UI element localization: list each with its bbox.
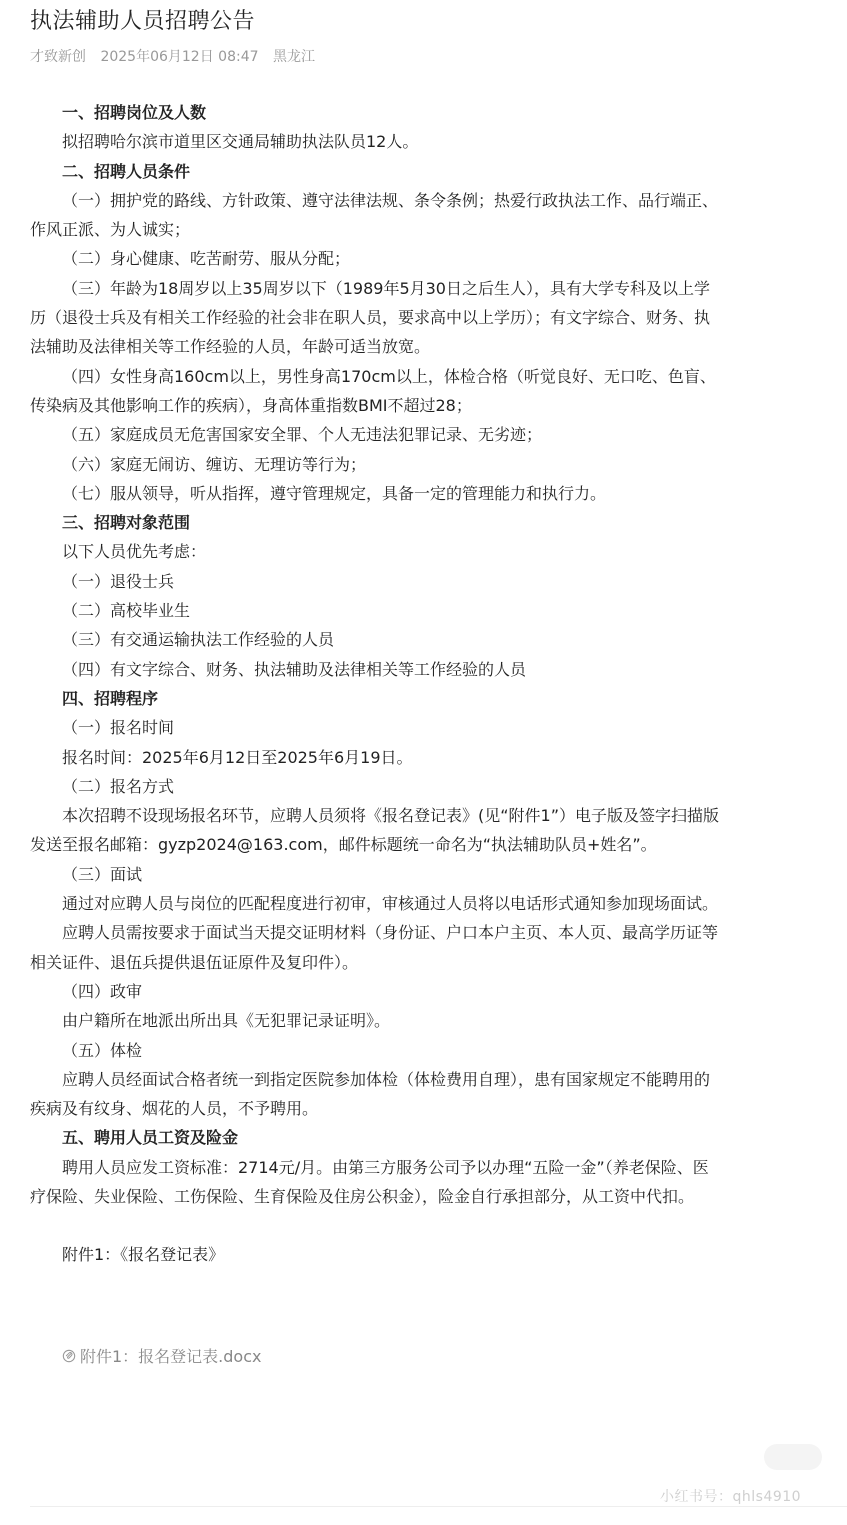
paperclip-icon (62, 1349, 76, 1363)
body-paragraph: （七）服从领导，听从指挥，遵守管理规定，具备一定的管理能力和执行力。 (62, 483, 607, 503)
body-paragraph: 由户籍所在地派出所出具《无犯罪记录证明》。 (62, 1011, 391, 1031)
body-paragraph: （一）退役士兵 (62, 571, 175, 591)
body-paragraph: 应聘人员需按要求于面试当天提交证明材料（身份证、户口本户主页、本人页、最高学历证等相关证件、退伍兵提供退伍证原件及复印件）。 (30, 923, 719, 972)
body-paragraph: （五）体检 (62, 1040, 143, 1060)
body-paragraph: （二）报名方式 (62, 776, 175, 796)
section-heading: 三、招聘对象范围 (62, 513, 191, 533)
region-tag: 黑龙江 (272, 49, 315, 65)
body-paragraph: （四）政审 (62, 981, 143, 1001)
section-heading: 四、招聘程序 (62, 688, 159, 708)
body-paragraph: 通过对应聘人员与岗位的匹配程度进行初审，审核通过人员将以电话形式通知参加现场面试。 (62, 894, 719, 914)
body-paragraph: （四）女性身高160cm以上，男性身高170cm以上，体检合格（听觉良好、无口吃、色盲、传染病及其他影响工作的疾病），身高体重指数BMI不超过28； (30, 366, 716, 415)
body-paragraph: 报名时间：2025年6月12日至2025年6月19日。 (62, 747, 413, 767)
body-paragraph: 拟招聘哈尔滨市道里区交通局辅助执法队员12人。 (62, 132, 419, 152)
source-link[interactable]: 才致新创 (30, 49, 86, 65)
attachment-note: 附件1：《报名登记表》 (62, 1245, 225, 1265)
attachment-link[interactable] (62, 1344, 261, 1367)
body-paragraph: （一）拥护党的路线、方针政策、遵守法律法规、条令条例；热爱行政执法工作、品行端正、作风正派、为人诚实； (30, 190, 719, 240)
body-paragraph: （三）有交通运输执法工作经验的人员 (62, 630, 335, 650)
footer-divider (30, 1506, 847, 1507)
section-heading: 一、招聘岗位及人数 (62, 103, 207, 122)
article-body (30, 98, 720, 1270)
body-paragraph: （四）有文字综合、财务、执法辅助及法律相关等工作经验的人员 (62, 659, 527, 679)
body-paragraph: 应聘人员经面试合格者统一到指定医院参加体检（体检费用自理），患有国家规定不能聘用的疾病及有纹身、烟花的人员，不予聘用。 (30, 1069, 711, 1119)
body-paragraph: （三）面试 (62, 864, 143, 884)
watermark-text: 小红书号：qhls4910 (660, 1489, 802, 1505)
body-paragraph: （一）报名时间 (62, 718, 175, 738)
body-paragraph: （六）家庭无闹访、缠访、无理访等行为； (62, 454, 367, 474)
body-paragraph: （三）年龄为18周岁以上35周岁以下（1989年5月30日之后生人），具有大学专科及以上学历（退役士兵及有相关工作经验的社会非在职人员，要求高中以上学历）；有文字综合、财务、执法辅助及法律相关等工作经验的人员，年龄可适当放宽。 (30, 278, 711, 357)
publish-date: 2025年06月12日 08:47 (100, 49, 259, 65)
body-paragraph: 以下人员优先考虑： (62, 542, 207, 562)
watermark-logo (764, 1444, 822, 1470)
body-paragraph: 聘用人员应发工资标准：2714元/月。由第三方服务公司予以办理“五险一金”（养老保险、医疗保险、失业保险、工伤保险、生育保险及住房公积金），险金自行承担部分，从工资中代扣。 (30, 1157, 709, 1206)
section-heading: 五、聘用人员工资及险金 (62, 1128, 239, 1148)
section-heading: 二、招聘人员条件 (62, 161, 191, 181)
page-title: 执法辅助人员招聘公告 (30, 9, 256, 34)
attachment-label: 附件1：报名登记表.docx (80, 1347, 262, 1366)
article-meta (30, 46, 325, 66)
body-paragraph: 本次招聘不设现场报名环节，应聘人员须将《报名登记表》(见“附件1”）电子版及签字扫描版发送至报名邮箱：gyzp2024@163.com，邮件标题统一命名为“执法辅助队员+姓名”。 (30, 806, 720, 855)
body-paragraph: （二）高校毕业生 (62, 601, 191, 621)
body-paragraph: （五）家庭成员无危害国家安全罪、个人无违法犯罪记录、无劣迹； (62, 425, 543, 445)
body-paragraph: （二）身心健康、吃苦耐劳、服从分配； (62, 249, 351, 269)
